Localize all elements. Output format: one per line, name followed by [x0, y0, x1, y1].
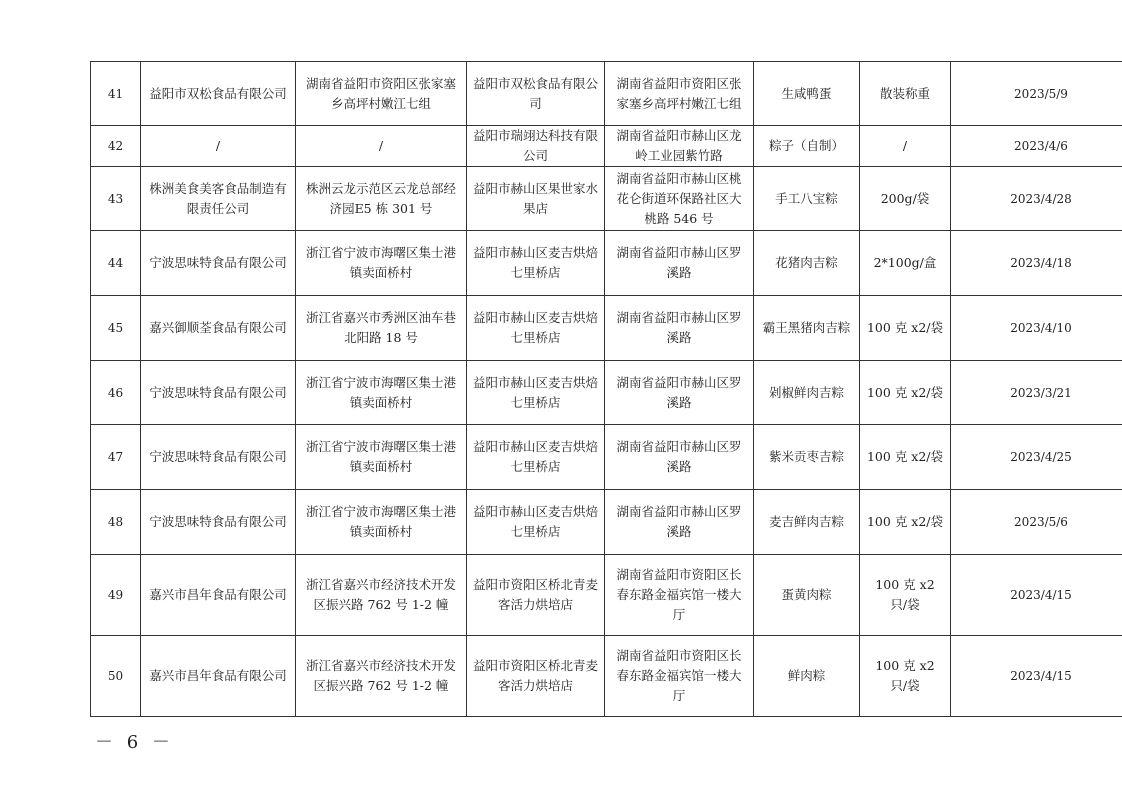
seller-name-cell: 益阳市资阳区桥北青麦客活力烘培店 [467, 555, 605, 636]
product-name-cell: 鲜肉粽 [754, 636, 860, 717]
page-number: － 6 － [95, 732, 174, 753]
production-date-cell: 2023/3/21 [951, 361, 1122, 425]
seller-name-cell: 益阳市赫山区麦吉烘焙七里桥店 [467, 425, 605, 490]
seller-name-cell: 益阳市赫山区麦吉烘焙七里桥店 [467, 231, 605, 296]
producer-name-cell: 宁波思味特食品有限公司 [141, 231, 296, 296]
table-row [91, 231, 1122, 296]
table-row [91, 296, 1122, 361]
producer-address-cell: / [296, 126, 467, 167]
inspection-results-table [90, 61, 1122, 717]
seller-name-cell: 益阳市双松食品有限公司 [467, 62, 605, 126]
seller-address-cell: 湖南省益阳市赫山区罗溪路 [605, 490, 754, 555]
production-date-cell: 2023/4/15 [951, 636, 1122, 717]
production-date-cell: 2023/4/18 [951, 231, 1122, 296]
production-date-cell: 2023/4/6 [951, 126, 1122, 167]
table-row [91, 555, 1122, 636]
seller-name-cell: 益阳市赫山区果世家水果店 [467, 167, 605, 231]
seller-name-cell: 益阳市赫山区麦吉烘焙七里桥店 [467, 296, 605, 361]
table-row [91, 490, 1122, 555]
product-name-cell: 紫米贡枣吉粽 [754, 425, 860, 490]
table-row [91, 126, 1122, 167]
seller-address-cell: 湖南省益阳市赫山区罗溪路 [605, 425, 754, 490]
row-number-cell: 48 [91, 490, 141, 555]
specification-cell: 100 克 x2/袋 [860, 490, 951, 555]
production-date-cell: 2023/5/9 [951, 62, 1122, 126]
production-date-cell: 2023/5/6 [951, 490, 1122, 555]
producer-address-cell: 浙江省嘉兴市经济技术开发区振兴路 762 号 1-2 幢 [296, 555, 467, 636]
seller-address-cell: 湖南省益阳市赫山区罗溪路 [605, 296, 754, 361]
specification-cell: 200g/袋 [860, 167, 951, 231]
product-name-cell: 花猪肉吉粽 [754, 231, 860, 296]
producer-address-cell: 浙江省嘉兴市经济技术开发区振兴路 762 号 1-2 幢 [296, 636, 467, 717]
row-number-cell: 49 [91, 555, 141, 636]
production-date-cell: 2023/4/28 [951, 167, 1122, 231]
row-number-cell: 50 [91, 636, 141, 717]
seller-name-cell: 益阳市赫山区麦吉烘焙七里桥店 [467, 490, 605, 555]
producer-name-cell: 嘉兴市昌年食品有限公司 [141, 555, 296, 636]
specification-cell: / [860, 126, 951, 167]
row-number-cell: 47 [91, 425, 141, 490]
product-name-cell: 手工八宝粽 [754, 167, 860, 231]
production-date-cell: 2023/4/10 [951, 296, 1122, 361]
seller-address-cell: 湖南省益阳市资阳区张家塞乡高坪村嫩江七组 [605, 62, 754, 126]
seller-address-cell: 湖南省益阳市资阳区长春东路金福宾馆一楼大厅 [605, 555, 754, 636]
seller-name-cell: 益阳市瑞翊达科技有限公司 [467, 126, 605, 167]
row-number-cell: 43 [91, 167, 141, 231]
product-name-cell: 麦吉鲜肉吉粽 [754, 490, 860, 555]
row-number-cell: 42 [91, 126, 141, 167]
seller-address-cell: 湖南省益阳市赫山区罗溪路 [605, 231, 754, 296]
producer-name-cell: / [141, 126, 296, 167]
seller-address-cell: 湖南省益阳市资阳区长春东路金福宾馆一楼大厅 [605, 636, 754, 717]
seller-name-cell: 益阳市赫山区麦吉烘焙七里桥店 [467, 361, 605, 425]
producer-name-cell: 益阳市双松食品有限公司 [141, 62, 296, 126]
seller-name-cell: 益阳市资阳区桥北青麦客活力烘培店 [467, 636, 605, 717]
producer-address-cell: 浙江省宁波市海曙区集士港镇卖面桥村 [296, 490, 467, 555]
seller-address-cell: 湖南省益阳市赫山区桃花仑街道环保路社区大桃路 546 号 [605, 167, 754, 231]
producer-address-cell: 浙江省宁波市海曙区集士港镇卖面桥村 [296, 425, 467, 490]
product-name-cell: 生咸鸭蛋 [754, 62, 860, 126]
row-number-cell: 41 [91, 62, 141, 126]
specification-cell: 2*100g/盒 [860, 231, 951, 296]
table-row [91, 361, 1122, 425]
producer-name-cell: 嘉兴市昌年食品有限公司 [141, 636, 296, 717]
seller-address-cell: 湖南省益阳市赫山区罗溪路 [605, 361, 754, 425]
product-name-cell: 粽子（自制） [754, 126, 860, 167]
table-row [91, 167, 1122, 231]
producer-address-cell: 浙江省嘉兴市秀洲区油车巷北阳路 18 号 [296, 296, 467, 361]
table-row [91, 62, 1122, 126]
product-name-cell: 剁椒鲜肉吉粽 [754, 361, 860, 425]
specification-cell: 100 克 x2 只/袋 [860, 555, 951, 636]
producer-address-cell: 株洲云龙示范区云龙总部经济园E5 栋 301 号 [296, 167, 467, 231]
producer-name-cell: 嘉兴御顺荃食品有限公司 [141, 296, 296, 361]
row-number-cell: 45 [91, 296, 141, 361]
producer-name-cell: 株洲美食美客食品制造有限责任公司 [141, 167, 296, 231]
producer-name-cell: 宁波思味特食品有限公司 [141, 490, 296, 555]
producer-address-cell: 浙江省宁波市海曙区集士港镇卖面桥村 [296, 231, 467, 296]
table-row [91, 425, 1122, 490]
production-date-cell: 2023/4/25 [951, 425, 1122, 490]
producer-address-cell: 湖南省益阳市资阳区张家塞乡高坪村嫩江七组 [296, 62, 467, 126]
production-date-cell: 2023/4/15 [951, 555, 1122, 636]
specification-cell: 100 克 x2/袋 [860, 425, 951, 490]
specification-cell: 100 克 x2 只/袋 [860, 636, 951, 717]
product-name-cell: 霸王黑猪肉吉粽 [754, 296, 860, 361]
specification-cell: 100 克 x2/袋 [860, 361, 951, 425]
producer-address-cell: 浙江省宁波市海曙区集士港镇卖面桥村 [296, 361, 467, 425]
specification-cell: 散装称重 [860, 62, 951, 126]
product-name-cell: 蛋黄肉粽 [754, 555, 860, 636]
producer-name-cell: 宁波思味特食品有限公司 [141, 425, 296, 490]
producer-name-cell: 宁波思味特食品有限公司 [141, 361, 296, 425]
specification-cell: 100 克 x2/袋 [860, 296, 951, 361]
seller-address-cell: 湖南省益阳市赫山区龙岭工业园紫竹路 [605, 126, 754, 167]
row-number-cell: 44 [91, 231, 141, 296]
table-row [91, 636, 1122, 717]
row-number-cell: 46 [91, 361, 141, 425]
